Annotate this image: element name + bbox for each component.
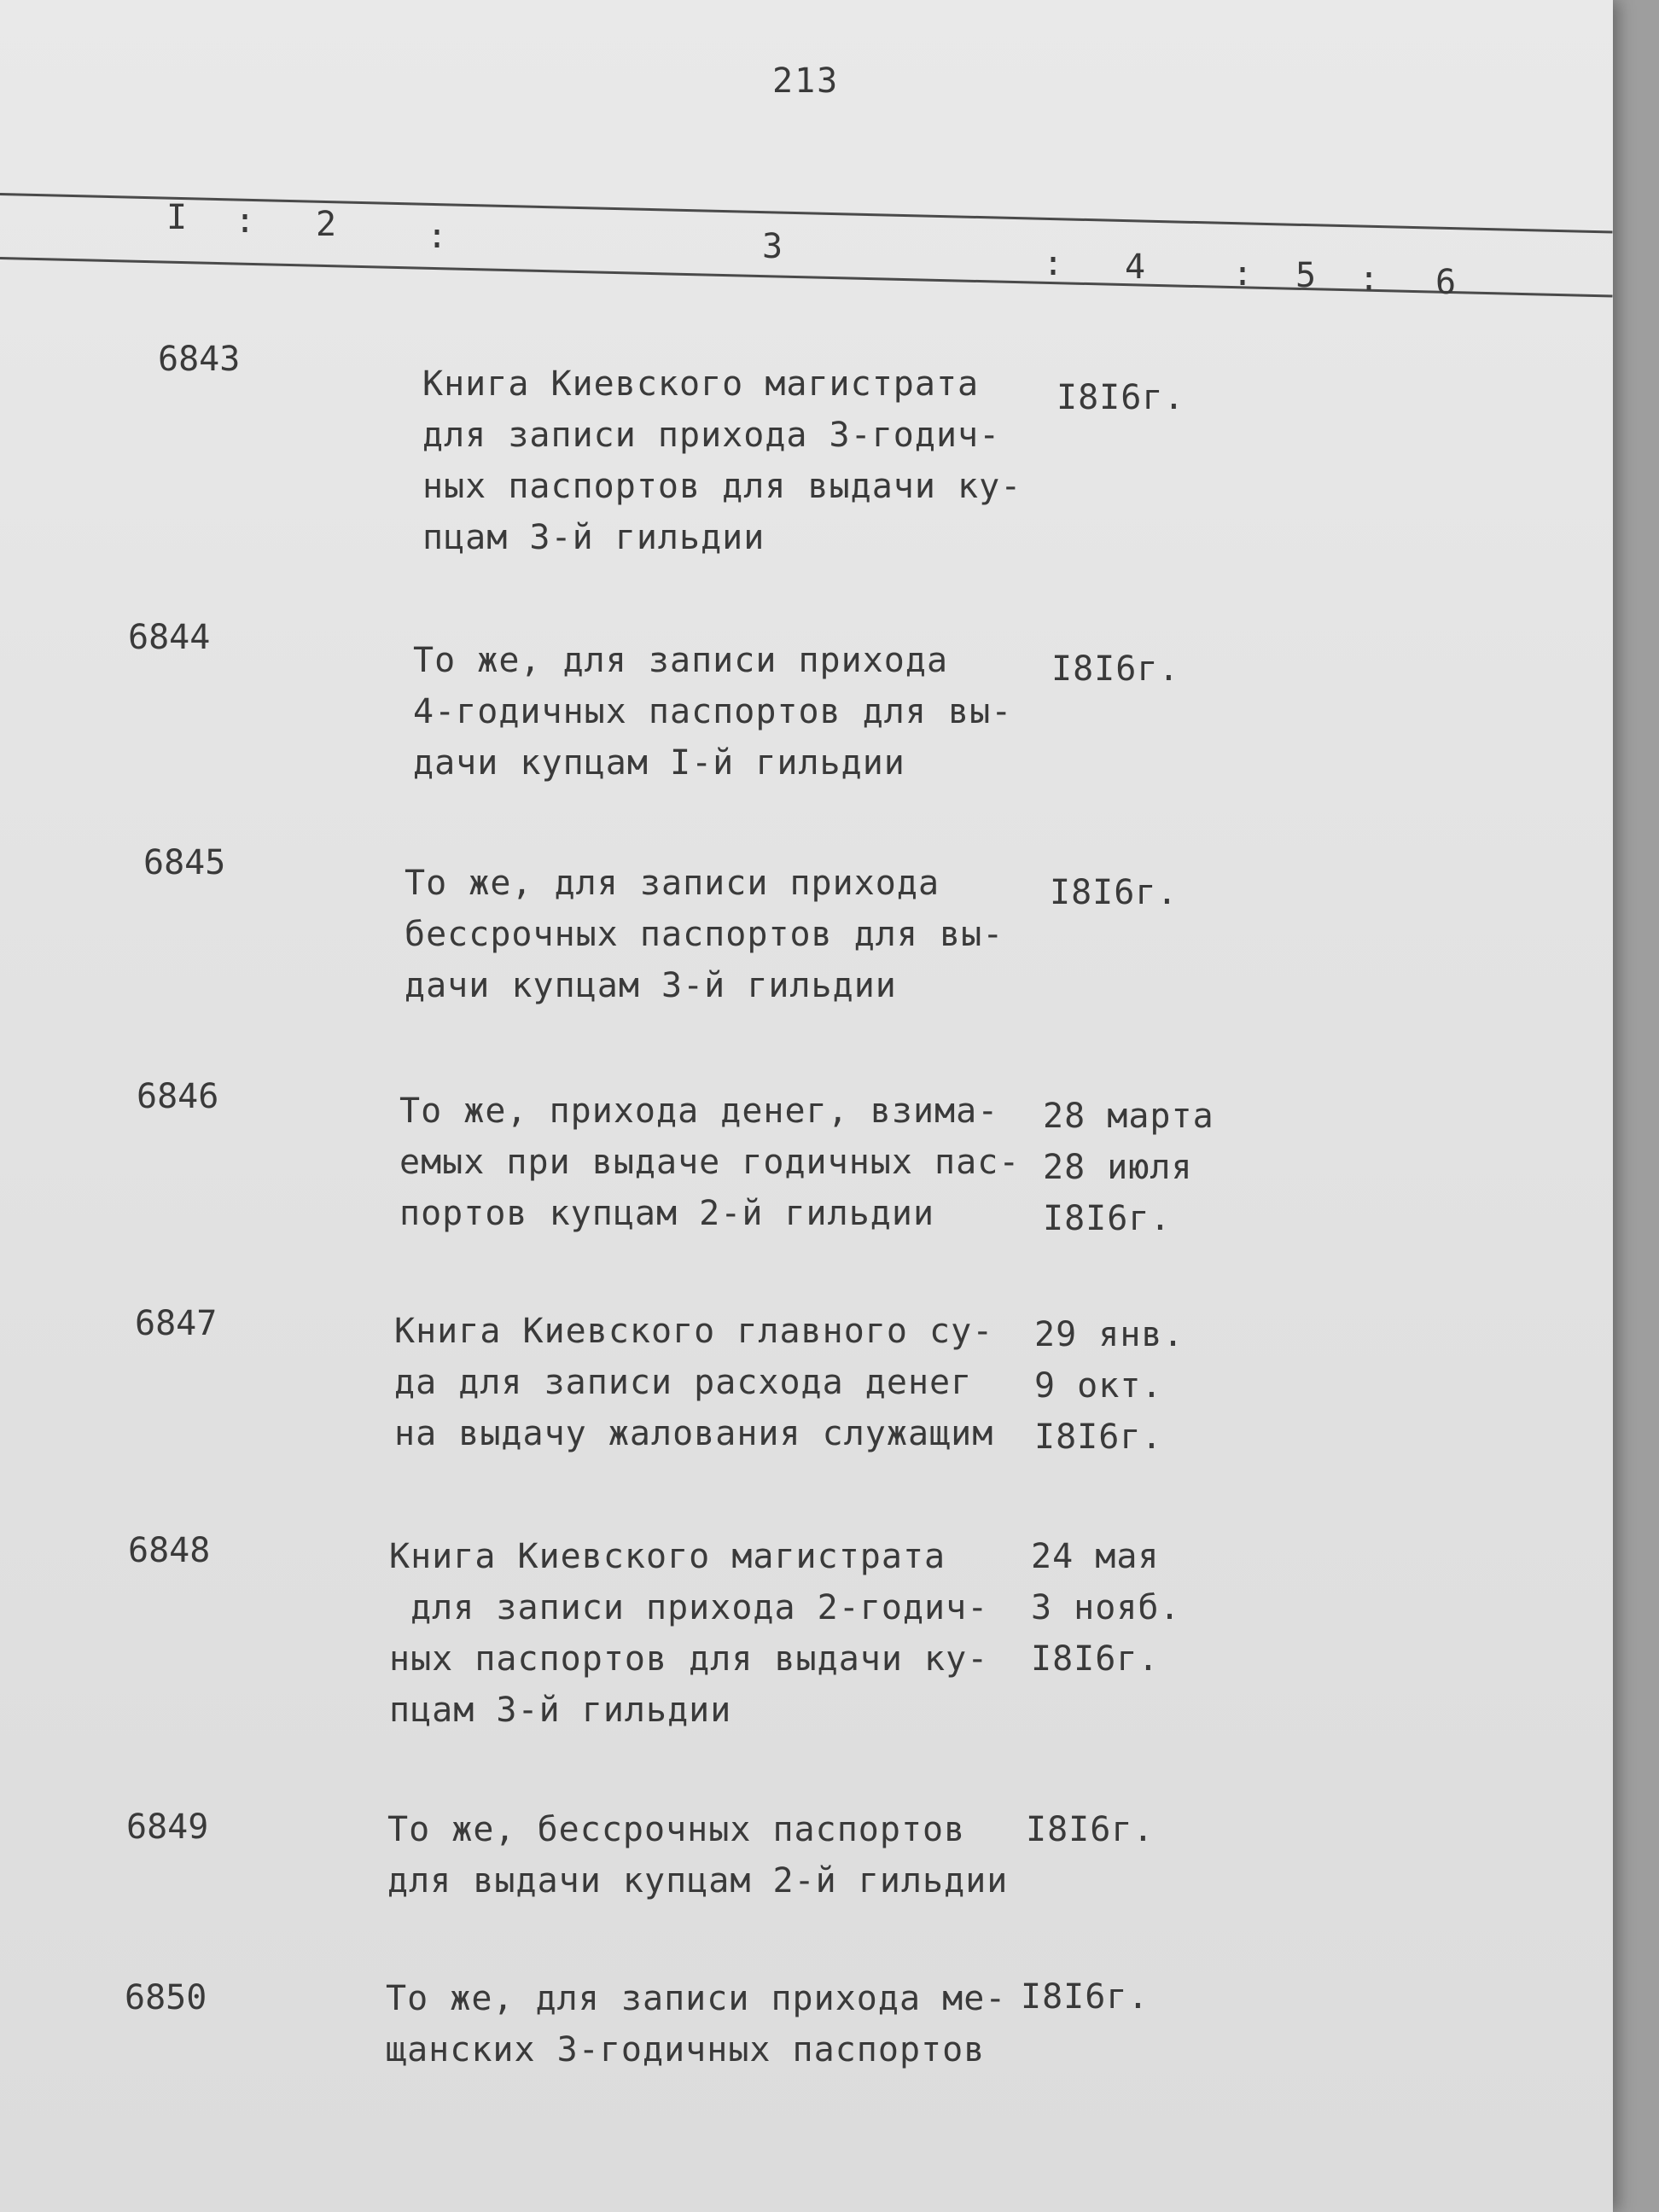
entry-title: То же, бессрочных паспортов для выдачи купцам 2-й гильдии [387,1810,1009,1901]
entry-date: I8I6г. [1021,1977,1150,2017]
column-separator: : [1359,259,1380,299]
entry-title: То же, для записи прихода ме- щанских 3-годичных паспортов [386,1979,1007,2069]
column-number-2: 2 [316,205,337,244]
entry-number: 6850 [125,1978,207,2017]
entry-date: I8I6г. [1026,1810,1155,1849]
entry-number: 6848 [128,1531,211,1570]
entry-title: То же, для записи прихода 4-годичных паспортов для вы- дачи купцам I-й гильдии [413,641,1013,783]
entry-date: I8I6г. [1057,378,1185,417]
column-number-4: 4 [1125,247,1146,287]
column-separator: : [1043,244,1064,283]
entry-number: 6843 [158,340,241,379]
column-number-1: I [166,198,188,237]
entry-number: 6845 [143,843,226,882]
column-separator: : [235,201,256,241]
entry-title: Книга Киевского магистрата для записи прихода 2-годич- ных паспортов для выдачи ку- пцам 3-й гильдии [389,1537,989,1730]
entry-date: 24 мая 3 нояб. I8I6г. [1031,1537,1181,1679]
entry-number: 6847 [135,1304,218,1343]
entry-number: 6846 [137,1077,219,1116]
entry-title: То же, для записи прихода бессрочных паспортов для вы- дачи купцам 3-й гильдии [405,864,1004,1005]
entry-date: I8I6г. [1051,649,1180,689]
entry-title: То же, прихода денег, взима- емых при выдаче годичных пас- портов купцам 2-й гильдии [399,1091,1021,1233]
entry-date: 28 марта 28 июля I8I6г. [1043,1097,1214,1238]
entry-title: Книга Киевского магистрата для записи прихода 3-годич- ных паспортов для выдачи ку- пцам 3-й гильдии [422,364,1022,557]
column-separator: : [427,217,448,256]
entry-date: 29 янв. 9 окт. I8I6г. [1034,1315,1185,1457]
entry-date: I8I6г. [1050,873,1179,912]
entry-number: 6849 [126,1807,209,1847]
entry-title: Книга Киевского главного су- да для записи расхода денег на выдачу жалования служащим [394,1312,994,1453]
column-separator: : [1232,254,1254,294]
entry-number: 6844 [128,618,211,657]
column-number-6: 6 [1435,263,1457,302]
page-number: 213 [772,61,840,101]
column-number-5: 5 [1295,256,1317,295]
column-number-3: 3 [762,227,783,266]
